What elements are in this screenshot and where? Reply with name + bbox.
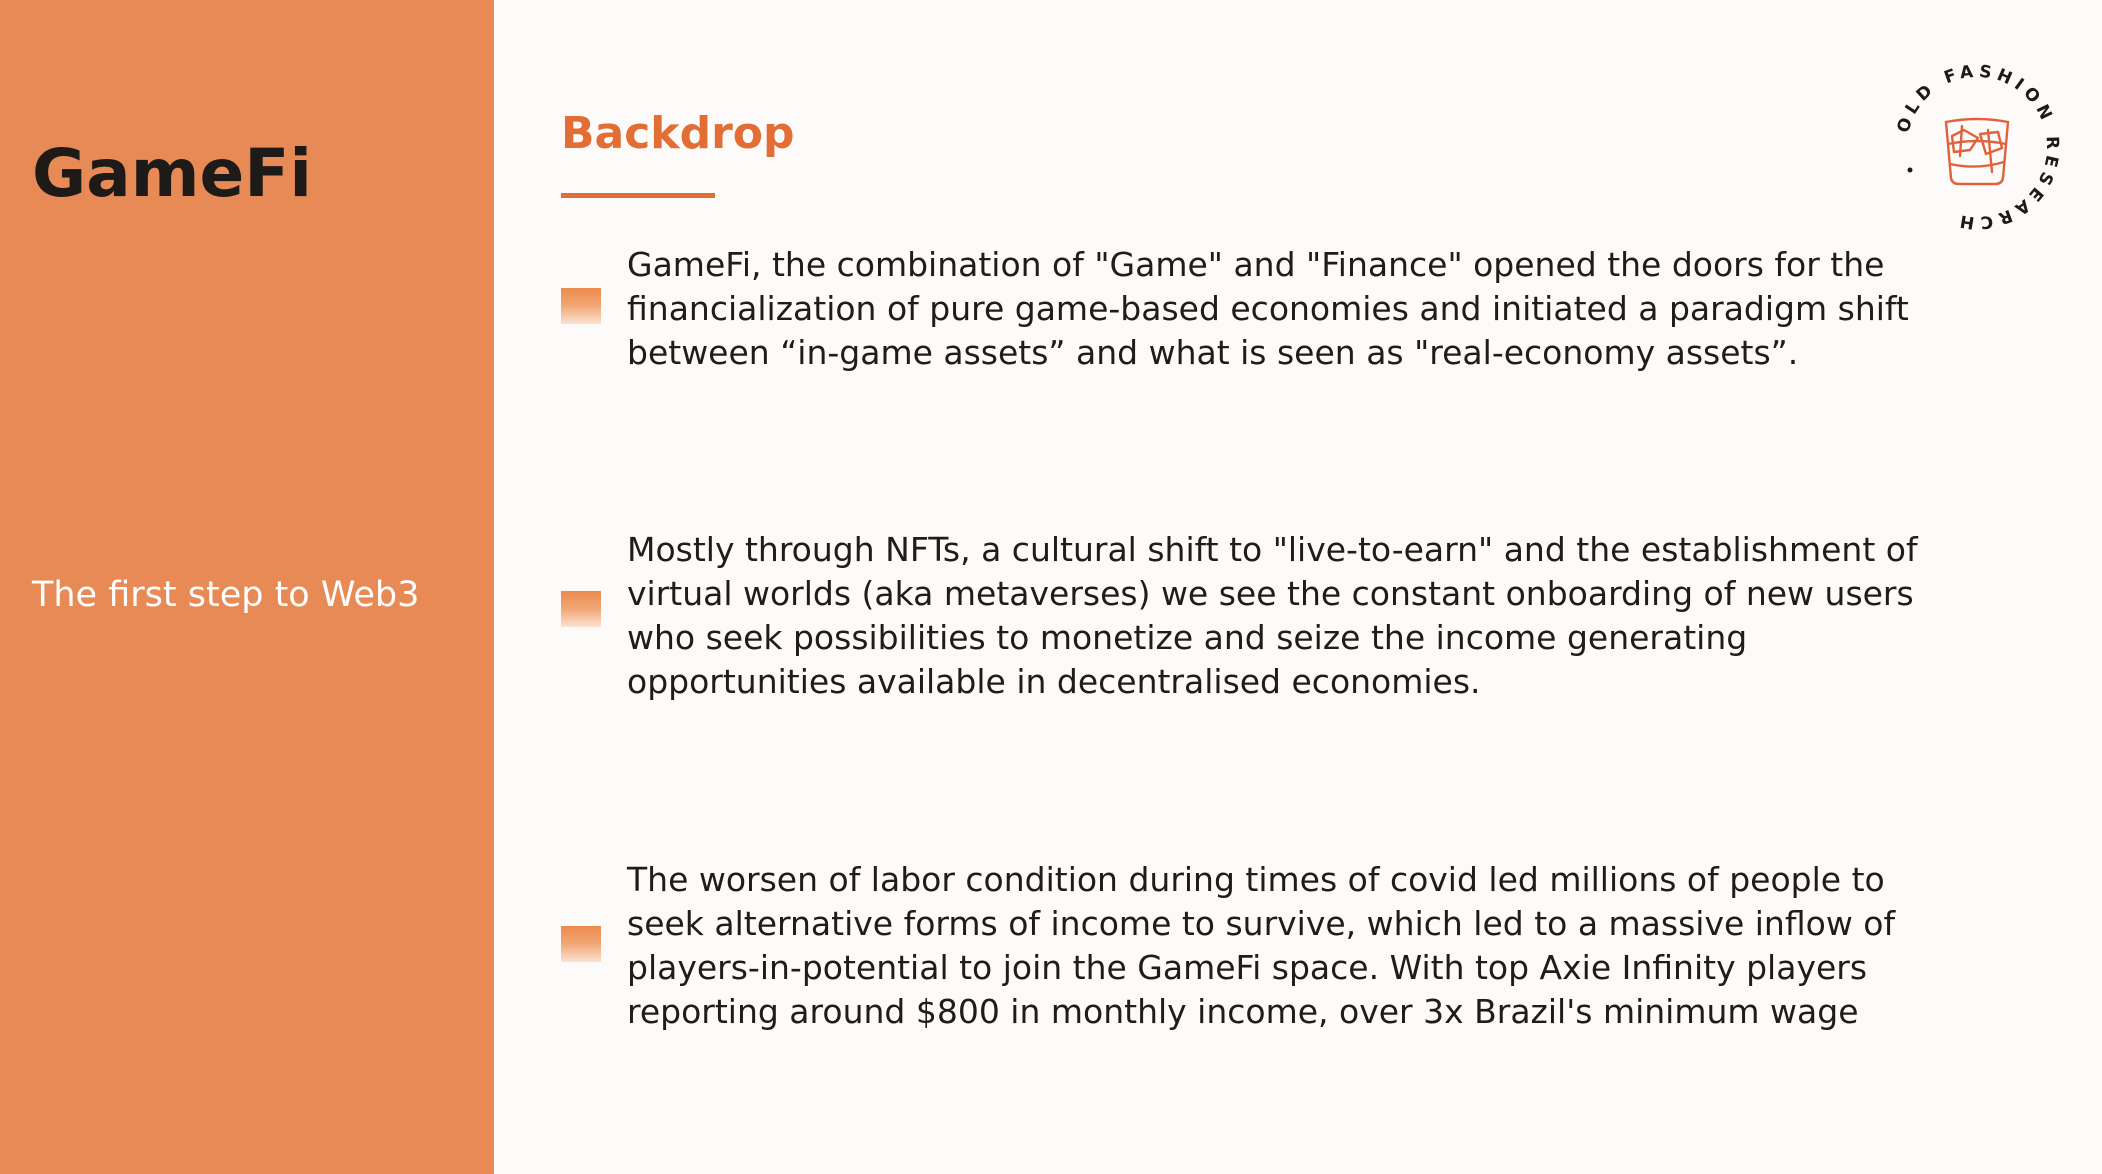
sidebar: [0, 0, 494, 1174]
old-fashion-research-logo: [1882, 52, 2072, 242]
whiskey-glass-icon: [1946, 119, 2008, 184]
title-underline: [561, 193, 715, 198]
logo-text: OLD FASHION RESEARCH: [1893, 61, 2063, 233]
bullet-text: Mostly through NFTs, a cultural shift to "live-to-earn" and the establishment of virtual worlds (aka metaverses) we see the constant onboarding of new users who seek possibilities to monetize and seize the income generating opportunities available in decentralised economies.: [627, 530, 1918, 701]
bullet-marker: [561, 591, 601, 627]
svg-text:OLD FASHION RESEARCH: [1893, 62, 2062, 233]
page-title: GameFi: [32, 135, 312, 212]
main-content: [494, 0, 2102, 1174]
bullet-marker: [561, 926, 601, 962]
bullet-text: GameFi, the combination of "Game" and "Finance" opened the doors for the financialization of pure game-based economies and initiated a paradigm shift between “in-game assets” and what is seen as "real-economy assets”.: [627, 245, 1909, 372]
bullet-marker: [561, 288, 601, 324]
bullet-text: The worsen of labor condition during times of covid led millions of people to seek alternative forms of income to survive, which led to a massive inflow of players-in-potential to join the GameFi space. With top Axie Infinity players reporting around $800 in monthly income, over 3x Brazil's minimum wage: [627, 860, 1896, 1031]
section-title: Backdrop: [561, 108, 795, 159]
page-subtitle: The first step to Web3: [32, 575, 420, 615]
logo-badge: [1882, 52, 2072, 242]
